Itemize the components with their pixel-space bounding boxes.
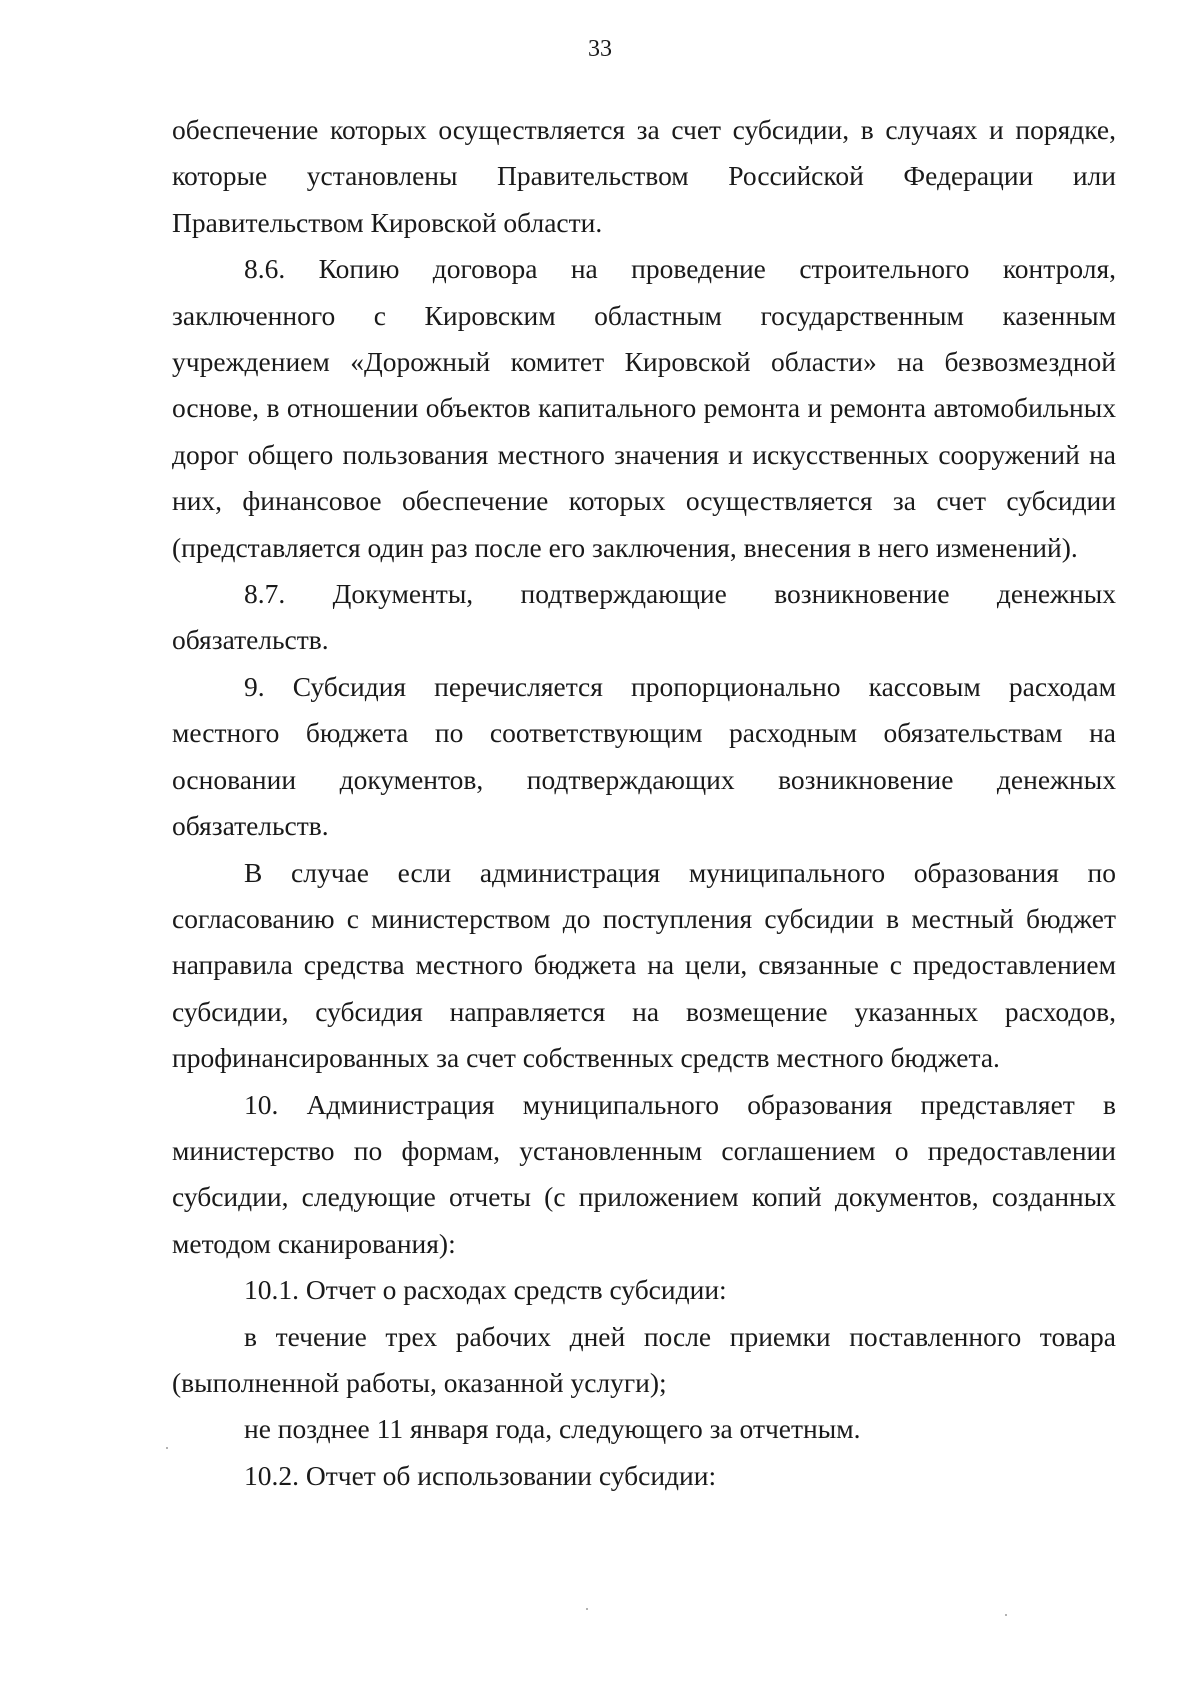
paragraph-reimbursement: В случае если администрация муниципального образования по согласованию с министерством до поступления субсидии в местный бюджет направила средства местного бюджета на цели, связанные с предоставлением субсидии, субсидия направляется на возмещение указанных расходов, профинансированных за счет собственных средств местного бюджета. <box>172 856 1116 1074</box>
paragraph-10: 10. Администрация муниципального образования представляет в министерство по формам, установленным соглашением о предоставлении субсидии, следующие отчеты (с приложением копий документов, созданных методом сканирования): <box>172 1088 1116 1259</box>
paragraph-9: 9. Субсидия перечисляется пропорционально кассовым расходам местного бюджета по соответствующим расходным обязательствам на основании документов, подтверждающих возникновение денежных обязательств. <box>172 670 1116 842</box>
paragraph-8-6: 8.6. Копию договора на проведение строительного контроля, заключенного с Кировским областным государственным казенным учреждением «Дорожный комитет Кировской области» на безвозмездной основе, в отношении объектов капитального ремонта и ремонта автомобильных дорог общего пользования местного значения и искусственных сооружений на них, финансовое обеспечение которых осуществляется за счет субсидии (представляется один раз после его заключения, внесения в него изменений). <box>172 253 1116 563</box>
scan-speck <box>1005 1614 1007 1616</box>
paragraph-10-2: 10.2. Отчет об использовании субсидии: <box>244 1459 717 1491</box>
paragraph-10-1-deadline-1: в течение трех рабочих дней после приемки поставленного товара (выполненной работы, оказанной услуги); <box>172 1320 1116 1398</box>
scan-speck <box>166 1447 168 1449</box>
document-body <box>172 107 1116 1499</box>
scan-speck <box>586 1608 588 1610</box>
paragraph-10-1: 10.1. Отчет о расходах средств субсидии: <box>244 1274 727 1306</box>
paragraph-10-1-deadline-2: не позднее 11 января года, следующего за отчетным. <box>244 1413 861 1445</box>
paragraph-8-7: 8.7. Документы, подтверждающие возникновение денежных обязательств. <box>172 578 1116 656</box>
paragraph-continuation: обеспечение которых осуществляется за счет субсидии, в случаях и порядке, которые установлены Правительством Российской Федерации или Правительством Кировской области. <box>172 114 1116 238</box>
page-number: 33 <box>588 36 612 62</box>
